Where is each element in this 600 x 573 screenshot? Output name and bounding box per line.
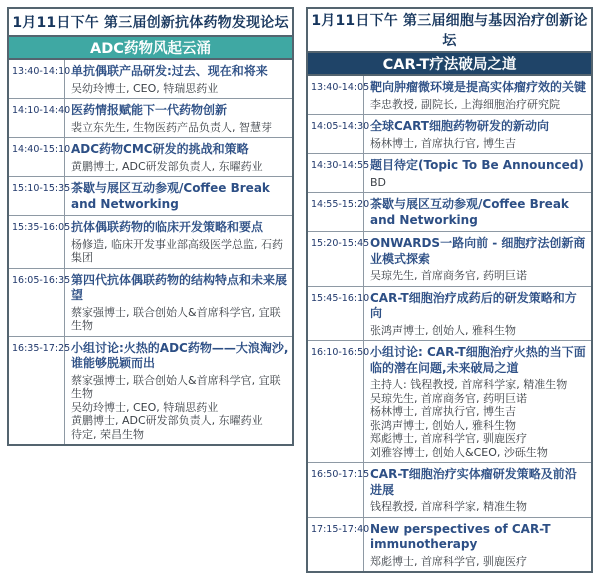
agenda-row <box>9 269 292 337</box>
session-title: CAR-T细胞治疗成药后的研发策略和方向 <box>370 290 577 320</box>
session-banner-cart: CAR-T疗法破局之道 <box>308 53 591 76</box>
agenda-row <box>9 216 292 269</box>
session-title: CAR-T细胞治疗实体瘤研发策略及前沿进展 <box>370 467 577 497</box>
speaker-line: 主持人: 钱程教授, 首席科学家, 精准生物 <box>370 378 568 391</box>
speaker-line: 吴琼先生, 首席商务官, 药明巨诺 <box>370 269 527 282</box>
session-title: New perspectives of CAR-T immunotherapy <box>370 521 551 551</box>
time-slot: 16:05-16:35 <box>9 269 65 336</box>
agenda-row-coffee-break <box>308 193 591 232</box>
forum-title-cart: 1月11日下午 第三届细胞与基因治疗创新论坛 <box>308 9 591 53</box>
speaker-line: 裴立东先生, 生物医药产品负责人, 智慧芽 <box>71 120 272 134</box>
speaker-line: BD <box>370 175 387 189</box>
agenda-row <box>308 287 591 342</box>
time-slot: 15:35-16:05 <box>9 216 65 268</box>
speaker-line: 杨林博士, 首席执行官, 博生吉 <box>370 405 516 418</box>
session-title: 靶向肿瘤微环境是提高实体瘤疗效的关键 <box>370 80 587 94</box>
speaker-line: 吴琼先生, 首席商务官, 药明巨诺 <box>370 391 527 405</box>
session-title: 全球CART细胞药物研发的新动向 <box>370 119 549 133</box>
agenda-row <box>9 99 292 138</box>
speaker-line: 黄鹏博士, ADC研发部负责人, 东曜药业 <box>71 159 263 173</box>
time-slot: 16:50-17:15 <box>308 463 364 517</box>
speaker-line: 杨修造, 临床开发事业部高级医学总监, 石药集团 <box>71 237 283 264</box>
time-slot: 14:10-14:40 <box>9 99 65 137</box>
agenda-row <box>308 154 591 193</box>
session-title: 茶歇与展区互动参观/Coffee Break and Networking <box>370 197 569 227</box>
speaker-line: 张鸿声博士, 创始人, 雅科生物 <box>370 323 516 337</box>
session-title: 题目待定(Topic To Be Announced) <box>370 158 584 172</box>
speaker-line: 刘雅容博士, 创始人&CEO, 沙砾生物 <box>370 445 548 459</box>
time-slot: 16:10-16:50 <box>308 341 364 462</box>
agenda-row-panel-discussion <box>9 337 292 445</box>
speaker-line: 郑彪博士, 首席科学官, 驯鹿医疗 <box>370 432 527 445</box>
time-slot: 14:40-15:10 <box>9 138 65 176</box>
agenda-row <box>308 76 591 115</box>
time-slot: 14:55-15:20 <box>308 193 364 231</box>
agenda-row-panel-discussion <box>308 341 591 463</box>
speaker-line: 待定, 荣昌生物 <box>71 427 144 441</box>
speaker-line: 吴幼玲博士, CEO, 特瑞思药业 <box>71 81 219 95</box>
time-slot: 15:45-16:10 <box>308 287 364 341</box>
agenda-row <box>308 463 591 518</box>
time-slot: 17:15-17:40 <box>308 518 364 572</box>
time-slot: 15:10-15:35 <box>9 177 65 215</box>
session-title: 小组讨论:火热的ADC药物——大浪淘沙,谁能够脱颖而出 <box>71 340 289 370</box>
session-title: 茶歇与展区互动参观/Coffee Break and Networking <box>71 181 270 211</box>
agenda-row <box>9 60 292 99</box>
session-title: 第四代抗体偶联药物的结构特点和未来展望 <box>71 272 288 302</box>
agenda-row <box>308 518 591 572</box>
time-slot: 13:40-14:05 <box>308 76 364 114</box>
forum-panel-cart <box>306 7 593 573</box>
time-slot: 15:20-15:45 <box>308 232 364 286</box>
agenda-row <box>9 138 292 177</box>
session-banner-adc: ADC药物风起云涌 <box>9 37 292 60</box>
session-title: 抗体偶联药物的临床开发策略和要点 <box>71 220 264 234</box>
speaker-line: 郑彪博士, 首席科学官, 驯鹿医疗 <box>370 554 527 568</box>
session-title: ONWARDS一路向前 - 细胞疗法创新商业模式探索 <box>370 236 586 266</box>
forum-panel-adc <box>7 7 294 446</box>
speaker-line: 张鸿声博士, 创始人, 雅科生物 <box>370 418 516 432</box>
time-slot: 13:40-14:10 <box>9 60 65 98</box>
session-title: 小组讨论: CAR-T细胞治疗火热的当下面临的潜在问题,未来破局之道 <box>370 345 586 375</box>
agenda-row <box>308 115 591 154</box>
speaker-line: 钱程教授, 首席科学家, 精准生物 <box>370 500 527 513</box>
speaker-line: 蔡家强博士, 联合创始人&首席科学官, 宜联生物 <box>71 305 281 332</box>
time-slot: 16:35-17:25 <box>9 337 65 445</box>
agenda-row-coffee-break <box>9 177 292 216</box>
speaker-line: 吴幼玲博士, CEO, 特瑞思药业 <box>71 400 219 414</box>
time-slot: 14:30-14:55 <box>308 154 364 192</box>
speaker-line: 黄鹏博士, ADC研发部负责人, 东曜药业 <box>71 414 263 427</box>
forum-title-adc: 1月11日下午 第三届创新抗体药物发现论坛 <box>9 9 292 37</box>
agenda-row <box>308 232 591 287</box>
speaker-line: 蔡家强博士, 联合创始人&首席科学官, 宜联生物 <box>71 373 281 400</box>
session-title: 单抗偶联产品研发:过去、现在和将来 <box>71 64 268 78</box>
session-title: 医药情报赋能下一代药物创新 <box>71 103 228 117</box>
speaker-line: 杨林博士, 首席执行官, 博生吉 <box>370 136 516 150</box>
session-title: ADC药物CMC研发的挑战和策略 <box>71 142 249 156</box>
speaker-line: 李忠教授, 副院长, 上海细胞治疗研究院 <box>370 97 560 111</box>
time-slot: 14:05-14:30 <box>308 115 364 153</box>
